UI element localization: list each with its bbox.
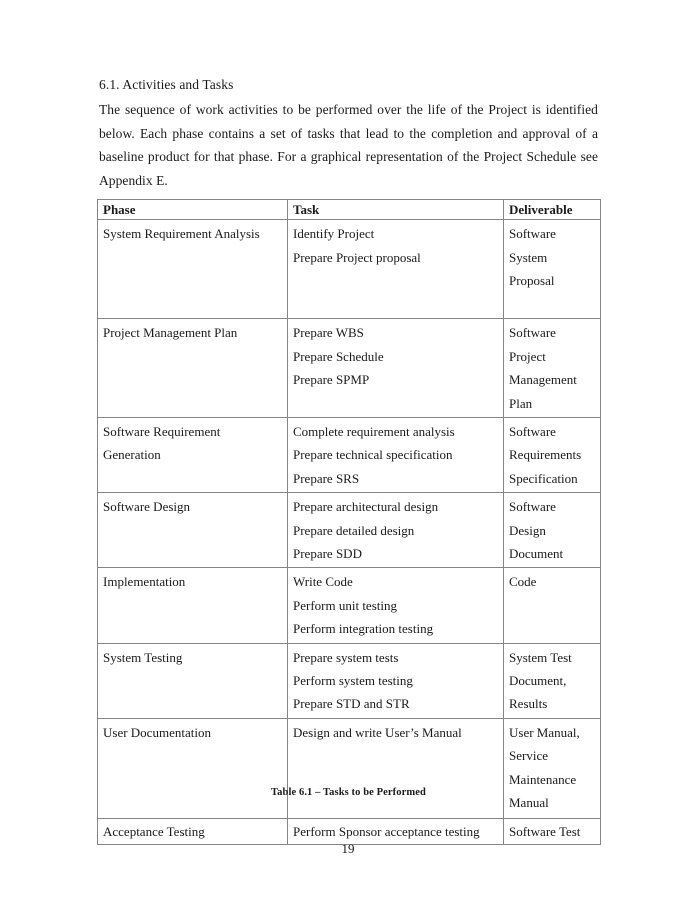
cell-lines — [509, 495, 600, 565]
cell-line: Perform system testing — [293, 673, 413, 689]
cell-lines — [293, 222, 503, 269]
cell-line: Prepare SDD — [293, 546, 362, 562]
cell-deliverable — [504, 643, 601, 718]
table-row — [98, 568, 601, 643]
cell-line: Management — [509, 372, 577, 387]
table-caption: Table 6.1 – Tasks to be Performed — [271, 787, 426, 798]
cell-lines — [509, 721, 600, 815]
cell-line: Software Test — [509, 823, 581, 839]
cell-task — [288, 418, 504, 493]
cell-deliverable — [504, 718, 601, 818]
cell-line: Prepare Schedule — [293, 348, 384, 364]
page-content — [99, 73, 598, 192]
cell-line: Prepare technical specification — [293, 447, 453, 463]
tasks-table — [97, 199, 601, 845]
cell-line: Proposal — [509, 273, 555, 288]
cell-line: Generation — [103, 447, 161, 463]
cell-deliverable — [504, 493, 601, 568]
cell-line: Write Code — [293, 574, 353, 590]
cell-task — [288, 319, 504, 418]
cell-line: Software Design — [103, 499, 191, 515]
table-row — [98, 418, 601, 493]
cell-phase — [98, 643, 288, 718]
cell-deliverable — [504, 568, 601, 643]
cell-line: Software — [509, 499, 556, 515]
cell-phase — [98, 220, 288, 319]
cell-lines — [103, 321, 287, 345]
cell-line: Project Management Plan — [103, 325, 238, 340]
cell-line: Software — [509, 325, 556, 340]
cell-lines — [293, 570, 503, 640]
cell-deliverable — [504, 418, 601, 493]
cell-line: Perform Sponsor acceptance testing — [293, 823, 480, 839]
cell-lines — [509, 321, 600, 415]
cell-line: Prepare architectural design — [293, 499, 439, 515]
table-row — [98, 643, 601, 718]
cell-lines — [103, 721, 287, 745]
cell-deliverable — [504, 220, 601, 319]
cell-phase — [98, 493, 288, 568]
table-row — [98, 319, 601, 418]
cell-line: Prepare SRS — [293, 470, 360, 486]
cell-line: System — [509, 249, 548, 265]
cell-task — [288, 220, 504, 319]
cell-task — [288, 568, 504, 643]
cell-line: Software Requirement — [103, 424, 221, 439]
cell-phase — [98, 568, 288, 643]
cell-task — [288, 643, 504, 718]
cell-lines — [103, 646, 287, 669]
cell-line: Project — [509, 348, 546, 364]
cell-line: Manual — [509, 795, 549, 811]
cell-line: User Manual, — [509, 724, 580, 740]
cell-lines — [103, 222, 287, 246]
cell-phase — [98, 718, 288, 818]
cell-task — [288, 718, 504, 818]
page-number: 19 — [341, 841, 355, 856]
cell-lines — [509, 570, 600, 593]
cell-line: Implementation — [103, 574, 186, 590]
column-header-phase: Phase — [98, 200, 288, 220]
cell-line: Software — [509, 226, 556, 241]
column-header-task: Task — [288, 200, 504, 220]
cell-line: System Requirement Analysis — [103, 226, 260, 241]
cell-line: Specification — [509, 470, 578, 486]
column-header-deliverable: Deliverable — [504, 200, 601, 220]
cell-line: Software — [509, 424, 556, 439]
cell-lines — [293, 821, 503, 842]
cell-line: Prepare SPMP — [293, 372, 370, 387]
table-body — [98, 220, 601, 845]
cell-line: Prepare detailed design — [293, 522, 415, 538]
cell-line: User Documentation — [103, 724, 211, 740]
cell-lines — [103, 821, 287, 842]
cell-line: System Testing — [103, 649, 183, 665]
cell-lines — [293, 321, 503, 392]
cell-line: Perform unit testing — [293, 597, 397, 613]
cell-phase — [98, 319, 288, 418]
cell-lines — [103, 570, 287, 593]
cell-line: Design and write User’s Manual — [293, 724, 462, 740]
cell-line: System Test — [509, 649, 572, 665]
cell-line: Prepare STD and STR — [293, 696, 410, 712]
section-heading: 6.1. Activities and Tasks — [99, 77, 234, 92]
cell-deliverable — [504, 319, 601, 418]
cell-line: Prepare system tests — [293, 649, 399, 665]
cell-lines — [103, 495, 287, 518]
cell-lines — [509, 646, 600, 716]
cell-line: Prepare Project proposal — [293, 249, 421, 265]
cell-line: Perform integration testing — [293, 621, 434, 637]
cell-task — [288, 493, 504, 568]
cell-line: Prepare WBS — [293, 325, 364, 340]
cell-line: Results — [509, 696, 548, 712]
table-row — [98, 220, 601, 319]
cell-lines — [103, 420, 287, 467]
cell-line: Document, — [509, 673, 567, 689]
table-row — [98, 493, 601, 568]
cell-lines — [293, 495, 503, 565]
cell-line: Plan — [509, 395, 533, 411]
cell-lines — [509, 821, 600, 842]
cell-lines — [293, 420, 503, 490]
table-header-row — [98, 200, 601, 220]
cell-line: Identify Project — [293, 226, 375, 241]
cell-line: Service — [509, 748, 548, 764]
cell-phase — [98, 418, 288, 493]
cell-line: Complete requirement analysis — [293, 424, 455, 439]
cell-line: Maintenance — [509, 771, 577, 787]
table-row — [98, 718, 601, 818]
cell-line: Design — [509, 522, 546, 538]
cell-line: Document — [509, 546, 564, 562]
cell-lines — [293, 721, 503, 745]
cell-lines — [509, 420, 600, 490]
cell-line: Code — [509, 574, 537, 590]
cell-line: Acceptance Testing — [103, 823, 205, 839]
cell-lines — [509, 222, 600, 293]
cell-lines — [293, 646, 503, 716]
cell-line: Requirements — [509, 447, 582, 463]
section-paragraph: The sequence of work activities to be performed over the life of the Project is identified below. Each phase contains a set of tasks that lead to the completion and approval of a baseline product for that phase. For a graphical representation of the Project Schedule see Appendix E. — [99, 102, 598, 188]
table-header — [98, 200, 601, 220]
